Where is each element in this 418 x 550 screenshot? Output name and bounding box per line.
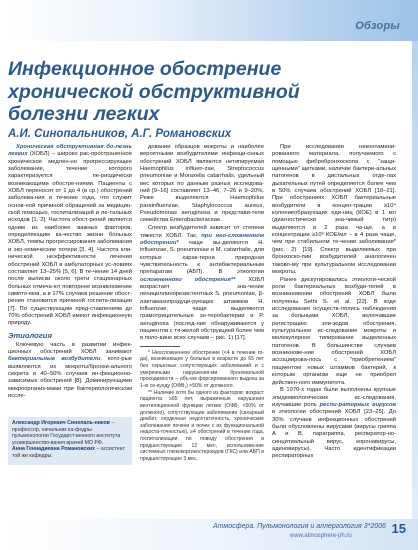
author-info-2 bbox=[12, 446, 128, 459]
paragraph-text: При исследовании неконтамини-рованного материала, получаемого с помощью фибробронхоскопа с "защи-щенными" щетками, наличие бактери-альных патогенов в дистальных отде-лах дыхательных путей определяется более чем в 50% случаев обострений ХОБЛ [18–21]. При обострениях ХОБЛ бактериальные возбудители в концен-трации ≥10⁴ колониеобразующих еди-ниц (КОЕ) в 1 мл (диагностически зна-чимый титр) выделяются в 2 раза ча-ще, а в концентрации ≥10³ КОЕ/мл – в 4 раза чаще, чем при стабильном те-чении заболевания* (рис. 2) [19]. Спектр выделяемых при бронхоско-пии возбудителей аналогичен таково-му при культуральном исследовании мокроты. bbox=[272, 144, 396, 275]
text-column-3 bbox=[272, 144, 396, 461]
paragraph-text: Спектр возбудителей зависит от степени тяжести ХОБЛ. Так, bbox=[140, 225, 264, 239]
footnote-separator bbox=[140, 346, 180, 347]
author-info-box bbox=[8, 417, 132, 465]
footnote-2: ** Наличие хотя бы одного из факторов: возраст пациента ≥65 лет, выраженные нарушения вентиляционной функции легких (ОФВ₁ <50% от должного), сопутствующие заболевания (сахарный диабет, сердечная недостаточность, хронические заболевания печени и почек с их функциональной недоста-точностью), ≥4 обострений в течение года, госпитализации по поводу обострения в предшествующие 12 мес, использова-ние системных глюкокортикостероидов (ГКС) или АБП в предшествующие 3 мес. bbox=[140, 389, 264, 462]
paragraph-text: Ранее дискутировалась этиологи-ческой роли бактериальных возбуди-телей в возникновении обострений ХОБЛ были получены Sethi S. et al. [22]. В ходе исследования осуществ-лялись наблюдения за больными ХОБЛ, включавшие регистрацию эпи-зодов обострения, культуральное ис-следование мокроты и молекулярное типирование выделенных патогенов. В большинстве случаев возникнове-ние обострений ХОБЛ ассоциирова-лось с "приобретением" пациентом новых штаммов бактерий, к которым организм еще не приобрел действен-ного иммунитета. bbox=[272, 276, 396, 386]
footnote-1: * Неосложненное обострение (<4 в течение го-да), возникающее у больных в возрасте до 65 лет без серьезных сопутствующих заболеваний и с умеренными нарушения-ми бронхиальной проходимости – объ-ем форсированного выдоха за 1-ю се-кунду (ОФВ₁) >50% от должного. bbox=[140, 349, 264, 389]
section-label: Обзоры bbox=[355, 20, 400, 32]
paragraph bbox=[140, 144, 264, 225]
paragraph-text: (ХОБЛ) – широко рас-пространенное хроническое медлен-но прогрессирующее заболевание, течение которого характеризуется пе-риодически возникающими обостре-ниями. Пациенты с ХОБЛ переносят от 1 до 4 (в ср.) обострений заболева-ния в течение года, что служит основ-ной причиной обращений за медицин-ской помощью, госпитализаций и ле-тальных исходов [1, 2]. Частота обост-рений является одним из наиболее важных факторов, определяющим ка-чество жизни больных ХОБЛ, темпы прогрессирования заболевания и эко-номические потери [3, 4]. Частота кли-нической неэффективности лечения обострений ХОБЛ в амбулаторных ус-ловиях составляет 13–25% [5, 6]. В те-чение 14 дней после выписки около трети стационарных больных отмеча-ют повторное возникновение симпто-мов, а в 17% случаев решение обост-рения становится причиной госпита-лизации [7]. По существующим пред-ставлениям до 70% обострений ХОБЛ имеют инфекционную природу. bbox=[8, 151, 132, 327]
text-column-1 bbox=[8, 144, 132, 401]
text-column-2 bbox=[140, 144, 264, 463]
page-number: 15 bbox=[391, 521, 406, 536]
paragraph-text: ХОБЛ возрастает зна-чение пенициллинорезистентных S. pneumoniae, β-лактамазопродуци-рующих штаммов H. influenzae, чаще выделяются грамотрицательные эн-теробактерии и P. aeruginosa (послед-ние обнаруживаются у пациентов с тя-желой обструкцией более чем в поло-вине всех случаев – рис. 1) [17]. bbox=[140, 276, 264, 342]
paragraph bbox=[272, 277, 396, 387]
journal-website[interactable]: www.atmosphere-ph.ru bbox=[290, 533, 352, 539]
paragraph-text: , кото-рые выявляются из мокроты/бронхи-ального секрета в 40–50% случаев ин-фекционно-зависимых обострений [8]. Доминирующими микроорганиз-мами при бактериологическом иссле- bbox=[8, 356, 133, 399]
paragraph-text: в этиологии обострений ХОБЛ [23–25]. До 30% случаев инфекционных обострений были обусловлены вирусами (вирусы гриппа А и В, парагриппа, респиратор-но-синцитиальный вирус, коронавирусы, аденовирусы). Часто идентификации респираторных bbox=[272, 409, 396, 460]
highlight-term: осложненного обострения** bbox=[140, 276, 236, 283]
highlight-term: бактериальные возбудители bbox=[8, 356, 101, 363]
paragraph bbox=[8, 144, 132, 328]
author-name: Анна Геннадиевна Романовских bbox=[12, 446, 96, 453]
article-authors: А.И. Синопальников, А.Г. Романовских bbox=[8, 128, 232, 140]
author-name: Александр Игоревич Синопаль-ников bbox=[12, 420, 110, 426]
side-decoration-strip bbox=[412, 41, 418, 550]
paragraph-text: В 1970-х годах были выполнены крупные эпидемиологические ис-следования, изучавшие роль bbox=[272, 387, 396, 409]
paragraph bbox=[8, 342, 132, 401]
paragraph bbox=[140, 225, 264, 343]
paragraph bbox=[272, 387, 396, 460]
author-role: – профессор, начальник ка-федры пульмонологии Государст-венного института усовершенство-вания врачей МО РФ. bbox=[12, 420, 121, 446]
highlight-term: при нео-сложненном обострении* bbox=[140, 232, 264, 246]
paragraph-text: чаще вы-деляются H. influenzae, S. pneumoniae и M. catarrhalis, для которых харак-терна природная чувствительность к антибактериальным препаратам (АБП). В этиологии bbox=[140, 239, 264, 276]
author-info-1 bbox=[12, 420, 128, 446]
lead-term: Хроническая обструктивная бо-лезнь легких bbox=[8, 144, 132, 158]
paragraph-text: довании образцов мокроты и наиболее вероятными возбудителями инфекци-онных обострений ХОБЛ являются нетипируемая Haemophilus influen-zae, Streptococcus pneumoniae и Moraxella catarrhalis, удельный вес которых по данным разных исследова-ний [9–16] составляет 13–46, 7–26 и 9–20%. Реже выделяются Haemophilus parainfluenzae, Staphylococcus aureus, Pseudomonas aeruginosa и представи-тели семейства Enterobacteriaceae. bbox=[140, 144, 264, 224]
author-role: – ассистент той же кафедры. bbox=[12, 446, 125, 459]
paragraph-text: Ключевую часть в развитии инфек-ционных обострений ХОБЛ занимают bbox=[8, 341, 132, 355]
highlight-term: респи-раторных вирусов bbox=[319, 402, 396, 409]
etiology-heading: Этиология bbox=[8, 330, 52, 340]
journal-name: Атмосфера. Пульмонология и аллергология 3*2006 bbox=[213, 523, 386, 530]
paragraph bbox=[272, 144, 396, 276]
article-title: Инфекционное обострение хронической обструктивной болезни легких bbox=[8, 58, 300, 125]
